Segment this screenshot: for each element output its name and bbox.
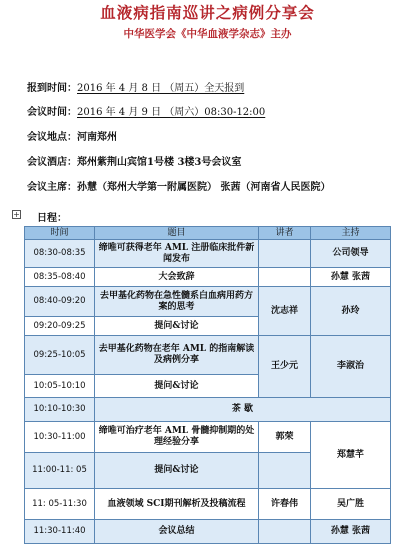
speaker-cell: 王少元 <box>259 336 311 398</box>
speaker-cell: 沈志祥 <box>259 287 311 336</box>
host-cell: 孙慧 张茜 <box>311 520 391 544</box>
time-cell: 08:35-08:40 <box>25 268 95 287</box>
info-value: 郑州紫荆山宾馆1号楼 3楼3号会议室 <box>77 157 242 168</box>
document-title: 血液病指南巡讲之病例分享会 <box>100 3 315 22</box>
topic-cell: 会议总结 <box>95 520 259 544</box>
speaker-cell <box>259 268 311 287</box>
info-label: 会议主席： <box>27 182 77 193</box>
topic-cell: 缔唯可获得老年 AML 注册临床批件新闻发布 <box>95 240 259 268</box>
table-row <box>25 240 391 268</box>
host-cell: 孙玲 <box>311 287 391 336</box>
time-cell: 11: 05-11:30 <box>25 489 95 520</box>
checkin-time <box>27 79 244 94</box>
topic-cell: 去甲基化药物在急性髓系白血病用药方案的思考 <box>95 287 259 317</box>
speaker-cell: 郭荣 <box>259 422 311 453</box>
meeting-hotel <box>27 153 241 168</box>
table-header-row <box>25 227 391 240</box>
info-value: 孙慧（郑州大学第一附属医院） 张茜（河南省人民医院） <box>77 182 331 193</box>
time-cell: 11:30-11:40 <box>25 520 95 544</box>
time-cell: 10:30-11:00 <box>25 422 95 453</box>
table-row <box>25 287 391 317</box>
topic-cell: 大会致辞 <box>95 268 259 287</box>
break-cell: 茶 歇 <box>95 398 391 422</box>
host-cell: 吴广胜 <box>311 489 391 520</box>
time-cell: 09:20-09:25 <box>25 317 95 336</box>
meeting-time <box>27 103 265 118</box>
host-cell: 公司领导 <box>311 240 391 268</box>
info-value: 2016 年 4 月 8 日 （周五）全天报到 <box>77 83 245 94</box>
column-header: 讲者 <box>259 227 311 240</box>
host-cell: 李淑治 <box>311 336 391 398</box>
speaker-cell <box>259 240 311 268</box>
time-cell: 10:05-10:10 <box>25 375 95 398</box>
document-subtitle: 中华医学会《中华血液学杂志》主办 <box>123 28 292 40</box>
info-label: 会议时间： <box>27 107 77 118</box>
column-header: 主持 <box>311 227 391 240</box>
speaker-cell: 许春伟 <box>259 489 311 520</box>
info-value: 河南郑州 <box>77 132 117 143</box>
table-move-handle-icon[interactable]: + <box>13 210 20 219</box>
time-cell: 08:40-09:20 <box>25 287 95 317</box>
time-cell: 10:10-10:30 <box>25 398 95 422</box>
info-label: 会议酒店： <box>27 157 77 168</box>
info-value: 2016 年 4 月 9 日 （周六）08:30-12:00 <box>77 107 266 118</box>
topic-cell: 提问&讨论 <box>95 317 259 336</box>
info-label: 报到时间： <box>27 83 77 94</box>
table-row <box>25 336 391 375</box>
schedule-table <box>24 226 391 544</box>
table-row <box>25 422 391 453</box>
column-header: 题目 <box>95 227 259 240</box>
speaker-cell <box>259 520 311 544</box>
topic-cell: 提问&讨论 <box>95 375 259 398</box>
time-cell: 09:25-10:05 <box>25 336 95 375</box>
time-cell: 11:00-11: 05 <box>25 453 95 489</box>
schedule-label: 日程： <box>37 213 67 224</box>
topic-cell: 缔唯可治疗老年 AML 骨髓抑制期的处理经验分享 <box>95 422 259 453</box>
table-row <box>25 268 391 287</box>
host-cell: 郑慧芊 <box>311 422 391 489</box>
table-row <box>25 398 391 422</box>
meeting-chairs <box>27 178 330 193</box>
host-cell: 孙慧 张茜 <box>311 268 391 287</box>
meeting-location <box>27 128 117 143</box>
column-header: 时间 <box>25 227 95 240</box>
time-cell: 08:30-08:35 <box>25 240 95 268</box>
table-row <box>25 489 391 520</box>
topic-cell: 血液领域 SCI期刊解析及投稿流程 <box>95 489 259 520</box>
topic-cell: 提问&讨论 <box>95 453 259 489</box>
table-row <box>25 520 391 544</box>
info-label: 会议地点： <box>27 132 77 143</box>
speaker-cell <box>259 453 311 489</box>
topic-cell: 去甲基化药物在老年 AML 的指南解读及病例分享 <box>95 336 259 375</box>
